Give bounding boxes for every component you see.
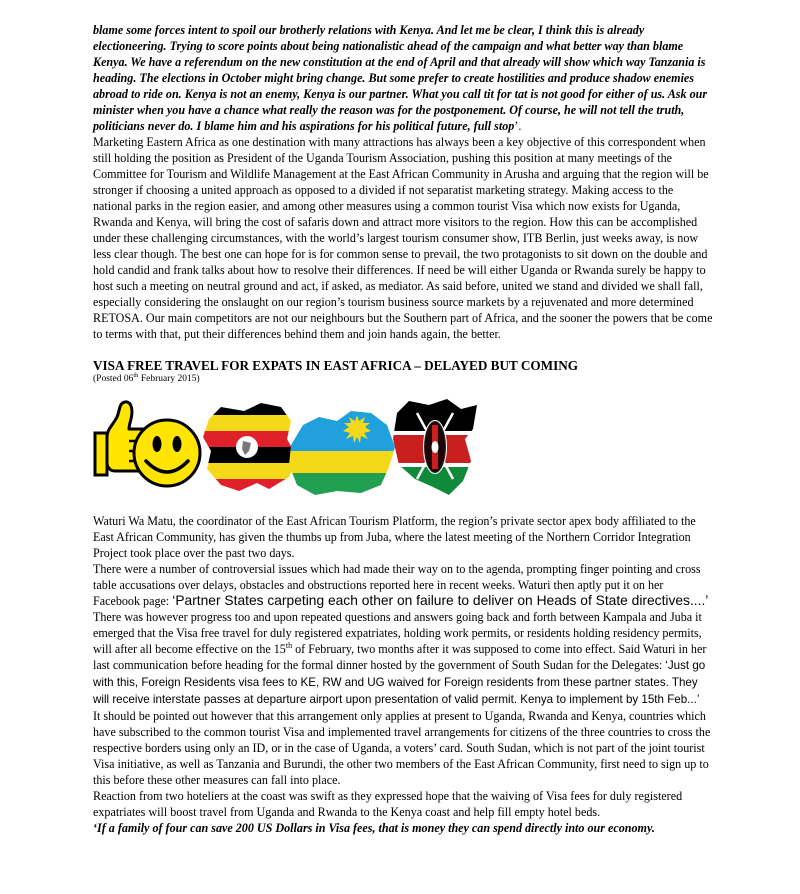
paragraph-progress-text-2: of February, two months after it was supposed to come into effect. Said Waturi in her last communication before heading for the formal dinner hosted by the government of South Sudan for the Delegates: [93, 642, 707, 672]
paragraph-progress-sup: th [285, 640, 293, 650]
paragraph-progress [93, 609, 713, 708]
quote-top-end: ’. [514, 119, 522, 133]
article-page [93, 22, 713, 836]
facebook-quote: ‘Partner States carpeting each other on failure to deliver on Heads of State directives....’ [172, 593, 709, 608]
posted-superscript: th [133, 371, 139, 379]
kenya-map-flag [389, 395, 481, 499]
waturi-quote: ‘Just go with this, Foreign Residents visa fees to KE, RW and UG waived for Foreign residents from these partner states. They will receive interstate passes at departure airport upon presentation of valid permit. Kenya to implement by 15th Feb...’ [93, 659, 706, 706]
illustration-row [93, 395, 713, 503]
rwanda-map-flag [285, 405, 397, 497]
uganda-map-flag [199, 399, 299, 495]
paragraph-marketing: Marketing Eastern Africa as one destination with many attractions has always been a key objective of this correspondent when still holding the position as President of the Uganda Tourism Association, pushing this position at many meetings of the Committee for Tourism and Wildlife Management at the East African Community in Arusha and arguing that the region will be stronger if choosing a united approach as opposed to a divided if not separatist marketing strategy. Making access to the national parks in the region easier, and among other measures using a common tourist Visa which now exists for Uganda, Rwanda and Kenya, will bring the cost of safaris down and attract more visitors to the region. How this can be accomplished under these challenging circumstances, with the world’s largest tourism consumer show, ITB Berlin, just weeks away, is now less clear though. The best one can hope for is for common sense to prevail, the two protagonists to sit down on the double and hold candid and frank talks about how to resolve their differences. If need be will either Uganda or Rwanda surely be happy to host such a meeting on neutral ground and act, if asked, as mediator. As said before, united we stand and divided we shall fall, especially considering the onslaught on our region’s tourism business source markets by a rejuvenated and more determined RETOSA. Our main competitors are not our neighbours but the Southern part of Africa, and the sooner the powers that be come to terms with that, put their differences behind them and join hands again, the better. [93, 135, 713, 341]
paragraph-reaction: Reaction from two hoteliers at the coast was swift as they expressed hope that the waiving of Visa fees for duly registered expatriates will boost travel from Uganda and Rwanda to the Kenya coast and help fill empty hotel beds. [93, 789, 683, 819]
posted-prefix: (Posted 06 [93, 374, 134, 384]
quote-bottom: ‘If a family of four can save 200 US Dollars in Visa fees, that is money they can spend directly into our economy. [93, 821, 655, 835]
paragraph-arrangement: It should be pointed out however that this arrangement only applies at present to Uganda, Rwanda and Kenya, countries which have subscribed to the common tourist Visa and implemented travel arrangements for citizens of the three countries to cross the respective borders using only an ID, or in the case of Uganda, a voters’ card. South Sudan, which is not part of the joint tourist Visa initiative, as well as Tanzania and Burundi, the other two members of the East African Community, first need to sign up to this before these other measures can fall into place. [93, 709, 711, 787]
quote-top-text: blame some forces intent to spoil our brotherly relations with Kenya. And let me be clear, I think this is already electioneering. Trying to score points about being nationalistic ahead of the campaign and what better way than blame Kenya. We have a referendum on the new constitution at the end of April and that already will show which way Tanzania is heading. The elections in October might bring change. But some prefer to create hostilities and produce shadow enemies abroad to ride on. Kenya is not an enemy, Kenya is our partner. What you call tit for tat is not good for either of us. Ask our minister when you have a chance what really the reason was for the postponement. Of course, he will not tell the truth, politicians never do. I blame him and his aspirations for his political future, full stop [93, 23, 708, 133]
posted-date [93, 371, 713, 385]
paragraph-waturi: Waturi Wa Matu, the coordinator of the East African Tourism Platform, the region’s private sector apex body affiliated to the East African Community, has given the thumbs up from Juba, where the latest meeting of the Northern Corridor Integration Project took place over the past two days. [93, 514, 696, 560]
paragraph-progress-text-1: There was however progress too and upon repeated questions and answers going back and forth between Kampala and Juba it emerged that the Visa free travel for duly registered expatriates, holding work permits, or residents holding residency permits, will after all become effective on the 15 [93, 610, 702, 656]
posted-suffix: February 2015) [138, 374, 200, 384]
article-heading: VISA FREE TRAVEL FOR EXPATS IN EAST AFRICA – DELAYED BUT COMING [93, 358, 578, 373]
quote-top [93, 22, 713, 134]
paragraph-issues [93, 561, 713, 609]
smiley-icon [131, 417, 203, 489]
paragraph-issues-text: There were a number of controversial issues which had made their way on to the agenda, prompting finger pointing and cross table accusations over delays, obstacles and obstructions reported here in recent weeks. Waturi then aptly put it on her Facebook page: [93, 562, 701, 608]
